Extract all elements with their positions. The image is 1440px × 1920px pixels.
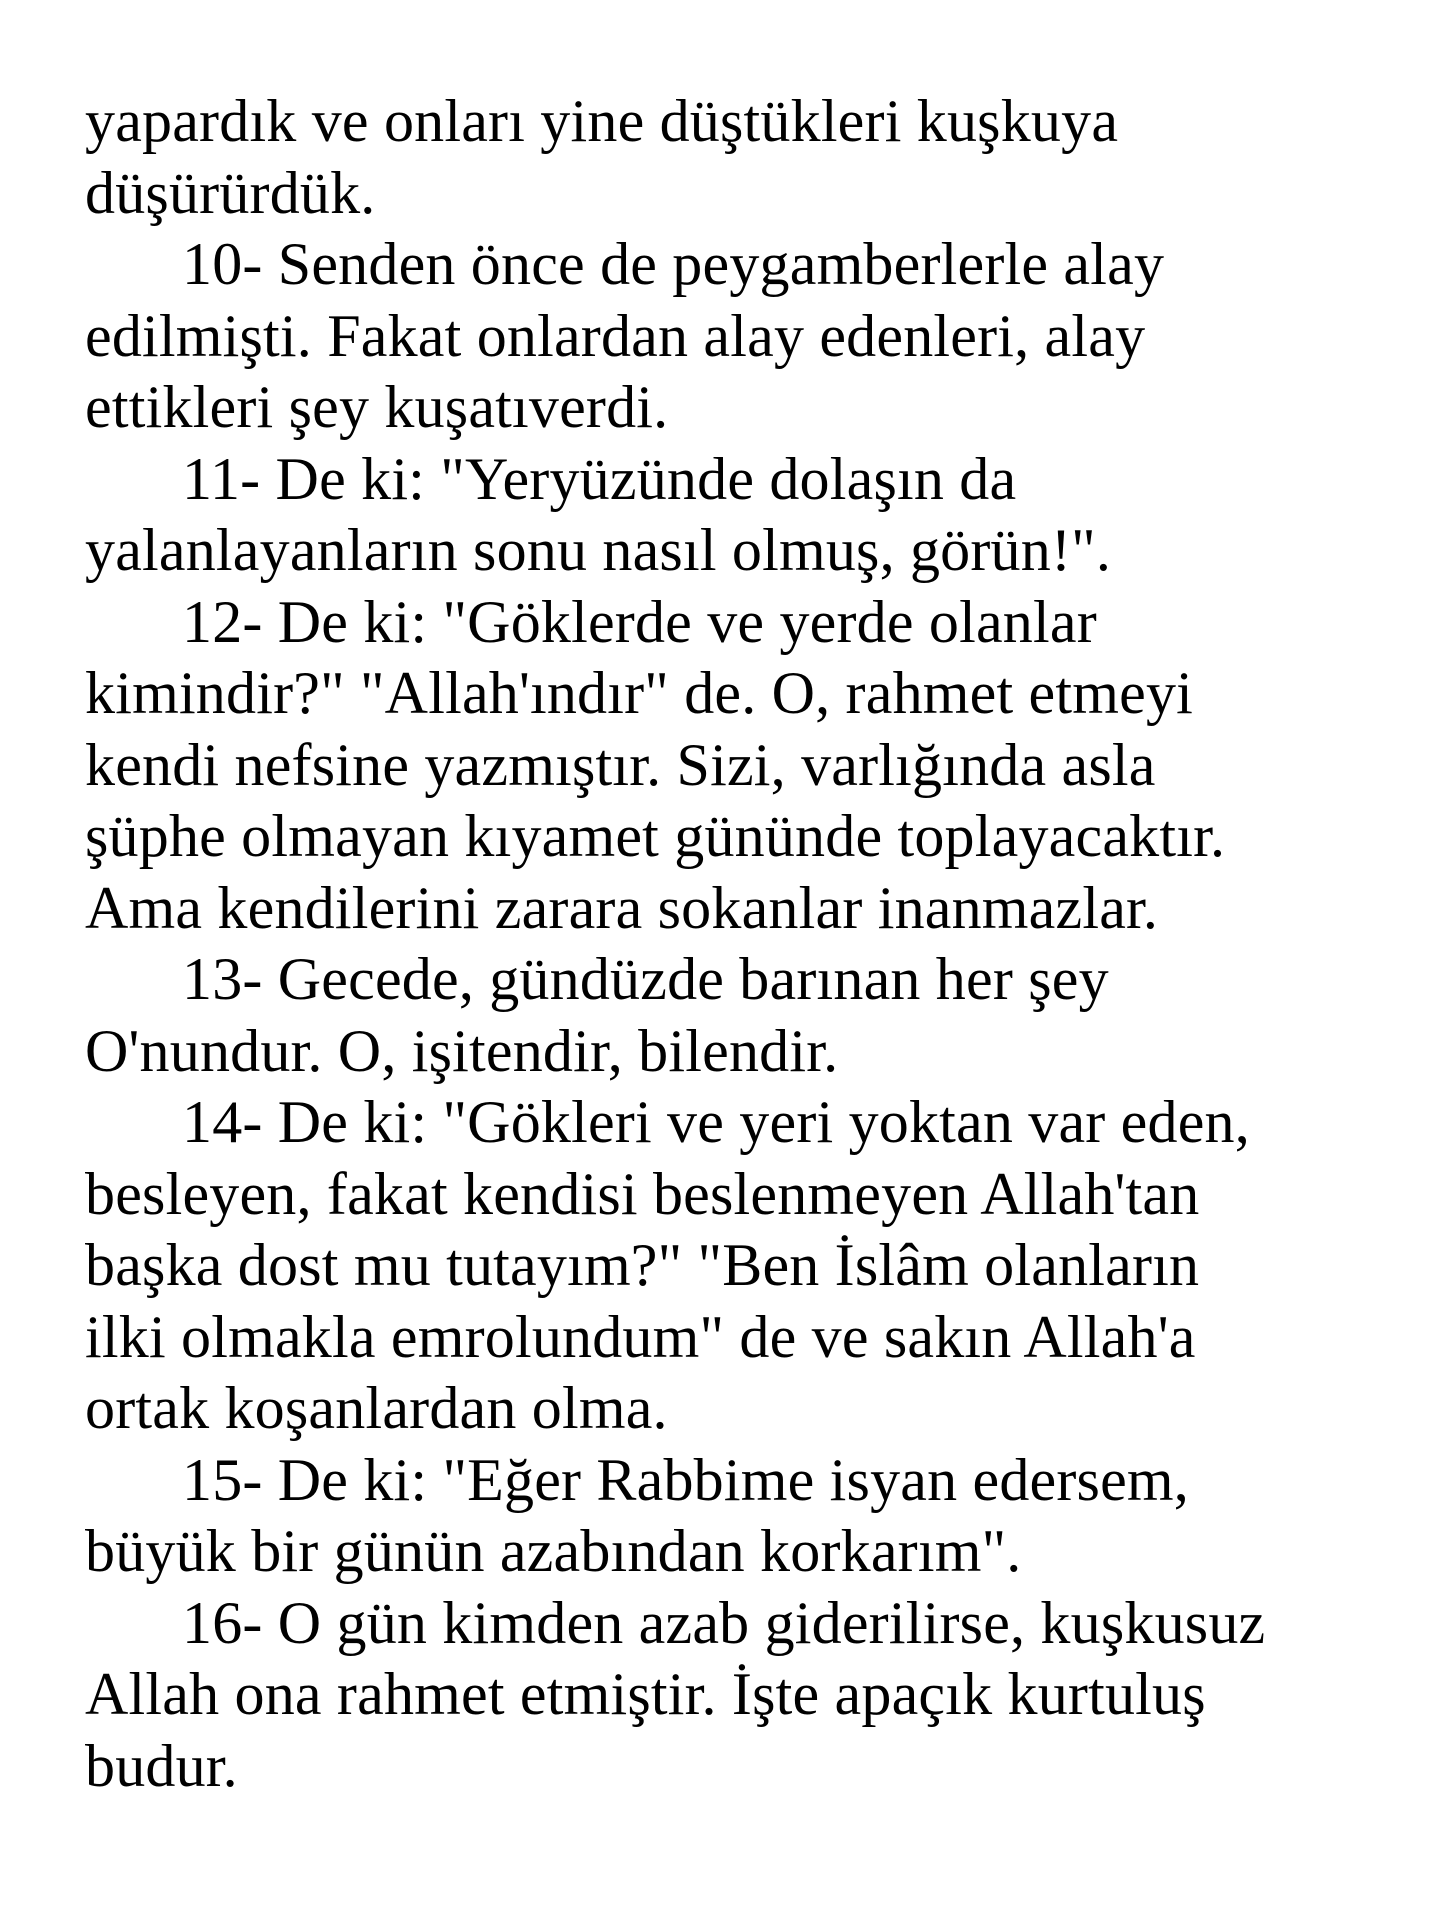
paragraph-start-line: 14- De ki: "Gökleri ve yeri yoktan var eden, <box>182 1089 1250 1155</box>
text-line: ilki olmakla emrolundum" de ve sakın Allah'a <box>85 1303 1196 1370</box>
paragraph-start-line: 15- De ki: "Eğer Rabbime isyan edersem, <box>182 1446 1189 1513</box>
text-line: budur. <box>85 1732 238 1799</box>
text-line: O'nundur. O, işitendir, bilendir. <box>85 1017 839 1084</box>
text-line: başka dost mu tutayım?" "Ben İslâm olanların <box>85 1232 1200 1298</box>
text-line: yalanlayanların sonu nasıl olmuş, görün!". <box>85 517 1112 583</box>
body-text <box>85 86 1405 1802</box>
text-line: düşürürdük. <box>85 159 376 226</box>
text-line: Ama kendilerini zarara sokanlar inanmazlar. <box>85 874 1159 941</box>
text-line: Allah ona rahmet etmiştir. İşte apaçık kurtuluş <box>85 1661 1206 1727</box>
paragraph-start-line: 10- Senden önce de peygamberlerle alay <box>182 231 1165 297</box>
paragraph-start-line: 16- O gün kimden azab giderilirse, kuşkusuz <box>182 1589 1266 1656</box>
paragraph-start-line: 13- Gecede, gündüzde barınan her şey <box>182 946 1109 1012</box>
text-line: kimindir?" "Allah'ındır" de. O, rahmet etmeyi <box>85 660 1194 726</box>
text-line: besleyen, fakat kendisi beslenmeyen Allah'tan <box>85 1160 1200 1227</box>
paragraph-start-line: 11- De ki: "Yeryüzünde dolaşın da <box>182 445 1017 512</box>
text-line: ettikleri şey kuşatıverdi. <box>85 374 669 440</box>
text-line: yapardık ve onları yine düştükleri kuşkuya <box>85 88 1119 154</box>
text-line: büyük bir günün azabından korkarım". <box>85 1518 1022 1584</box>
paragraph-start-line: 12- De ki: "Göklerde ve yerde olanlar <box>182 588 1097 655</box>
text-line: edilmişti. Fakat onlardan alay edenleri, alay <box>85 302 1146 369</box>
text-line: ortak koşanlardan olma. <box>85 1375 668 1441</box>
text-line: şüphe olmayan kıyamet gününde toplayacaktır. <box>85 803 1226 869</box>
text-line: kendi nefsine yazmıştır. Sizi, varlığında asla <box>85 731 1156 798</box>
